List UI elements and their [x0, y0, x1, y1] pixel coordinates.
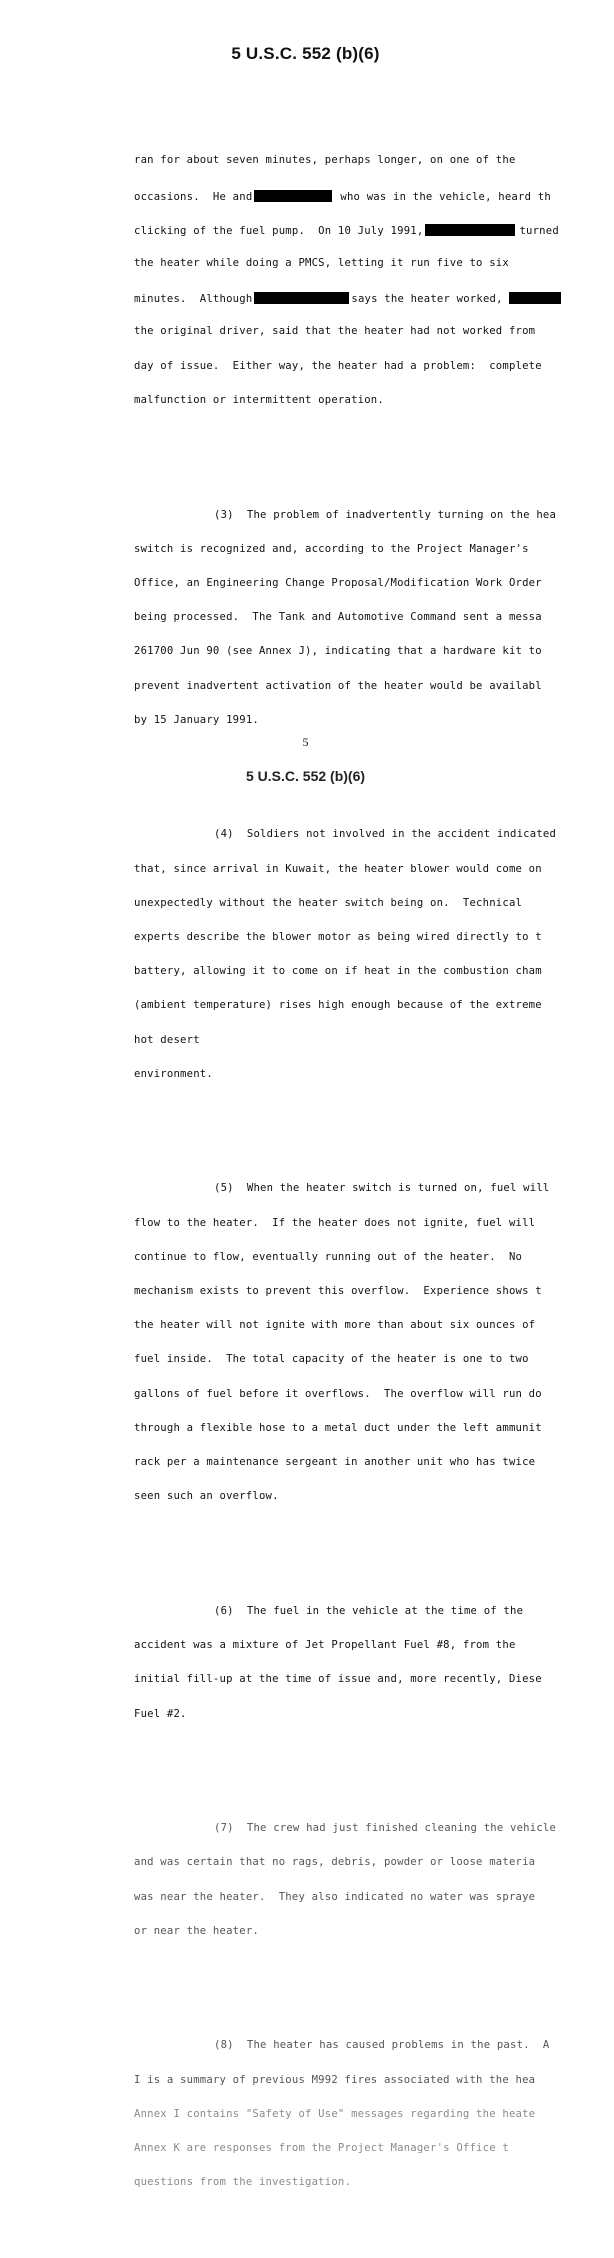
paragraph-continuation [134, 133, 614, 429]
text-fragment: minutes. Although [134, 293, 253, 306]
text-line: continue to flow, eventually running out of the heater. No [134, 1250, 523, 1263]
text-fragment: occasions. He and [134, 190, 253, 203]
text-line: unexpectedly without the heater switch being on. Technical [134, 896, 523, 909]
text-line: that, since arrival in Kuwait, the heater blower would come on [134, 862, 542, 875]
text-line: accident was a mixture of Jet Propellant Fuel #8, from the [134, 1639, 516, 1652]
paragraph-3 [134, 487, 614, 749]
exemption-footer: 5 U.S.C. 552 (b)(6) [245, 768, 366, 784]
text-fragment: who was in the vehicle, heard th [340, 190, 551, 203]
text-line: (8) The heater has caused problems in the past. A [214, 2039, 550, 2052]
paragraph-5 [134, 1161, 614, 1526]
text-line: rack per a maintenance sergeant in another unit who has twice [134, 1456, 536, 1469]
text-line: through a flexible hose to a metal duct under the left ammunit [134, 1421, 542, 1434]
text-line: the original driver, said that the heater had not worked from [134, 325, 536, 338]
paragraph-4 [134, 807, 614, 1103]
text-line: initial fill-up at the time of issue and, more recently, Diese [134, 1673, 542, 1686]
text-line: battery, allowing it to come on if heat in the combustion cham [134, 965, 542, 978]
text-line: environment. [134, 1067, 213, 1080]
text-line: 261700 Jun 90 (see Annex J), indicating that a hardware kit to [134, 645, 542, 658]
text-line: day of issue. Either way, the heater had a problem: complete [134, 359, 542, 372]
redaction-box [254, 292, 349, 304]
page-number: 5 [302, 735, 309, 749]
text-line: (6) The fuel in the vehicle at the time of the [214, 1604, 524, 1617]
text-line: or near the heater. [134, 1924, 259, 1937]
text-line: (3) The problem of inadvertently turning on the hea [214, 508, 557, 521]
text-line: gallons of fuel before it overflows. The overflow will run do [134, 1387, 542, 1400]
text-line: fuel inside. The total capacity of the heater is one to two [134, 1353, 529, 1366]
text-line: the heater will not ignite with more than about six ounces of [134, 1319, 536, 1332]
text-fragment: turned [519, 224, 559, 237]
text-line: Fuel #2. [134, 1707, 187, 1720]
text-line: by 15 January 1991. [134, 713, 259, 726]
text-line: the heater while doing a PMCS, letting it run five to six [134, 257, 509, 270]
text-line: hot desert [134, 1033, 200, 1046]
text-line: I is a summary of previous M992 fires associated with the hea [134, 2073, 536, 2086]
text-line [134, 190, 614, 201]
text-line: experts describe the blower motor as being wired directly to t [134, 930, 542, 943]
text-line: (ambient temperature) rises high enough because of the extreme [134, 999, 542, 1012]
text-line: flow to the heater. If the heater does not ignite, fuel will [134, 1216, 536, 1229]
paragraph-8 [134, 2018, 614, 2212]
text-line: mechanism exists to prevent this overflow. Experience shows t [134, 1285, 542, 1298]
text-line: ran for about seven minutes, perhaps longer, on one of the [134, 154, 516, 167]
text-line: (7) The crew had just finished cleaning the vehicle [214, 1822, 557, 1835]
paragraph-6 [134, 1583, 614, 1743]
exemption-header: 5 U.S.C. 552 (b)(6) [231, 44, 380, 63]
text-line: (4) Soldiers not involved in the accident indicated [214, 828, 557, 841]
redaction-box [254, 190, 332, 202]
text-line: prevent inadvertent activation of the heater would be availabl [134, 679, 542, 692]
text-line: being processed. The Tank and Automotive Command sent a messa [134, 611, 542, 624]
text-line: Annex I contains "Safety of Use" messages regarding the heate [134, 2107, 536, 2120]
text-line: questions from the investigation. [134, 2176, 352, 2189]
text-fragment: clicking of the fuel pump. On 10 July 1991, [134, 224, 424, 237]
redaction-box [425, 224, 515, 236]
text-line: switch is recognized and, according to the Project Manager's [134, 542, 529, 555]
text-line: seen such an overflow. [134, 1490, 279, 1503]
text-line: Annex K are responses from the Project Manager's Office t [134, 2142, 509, 2154]
redaction-box [509, 292, 561, 304]
text-line: malfunction or intermittent operation. [134, 393, 384, 406]
text-line [134, 224, 614, 235]
text-line [134, 292, 614, 306]
text-line: was near the heater. They also indicated no water was spraye [134, 1890, 536, 1903]
text-fragment: says the heater worked, [351, 293, 503, 306]
text-line: (5) When the heater switch is turned on, fuel will [214, 1182, 550, 1195]
text-line: and was certain that no rags, debris, powder or loose materia [134, 1856, 536, 1869]
document-body [134, 87, 614, 2258]
paragraph-7 [134, 1800, 614, 1960]
text-line: Office, an Engineering Change Proposal/Modification Work Order [134, 576, 542, 589]
